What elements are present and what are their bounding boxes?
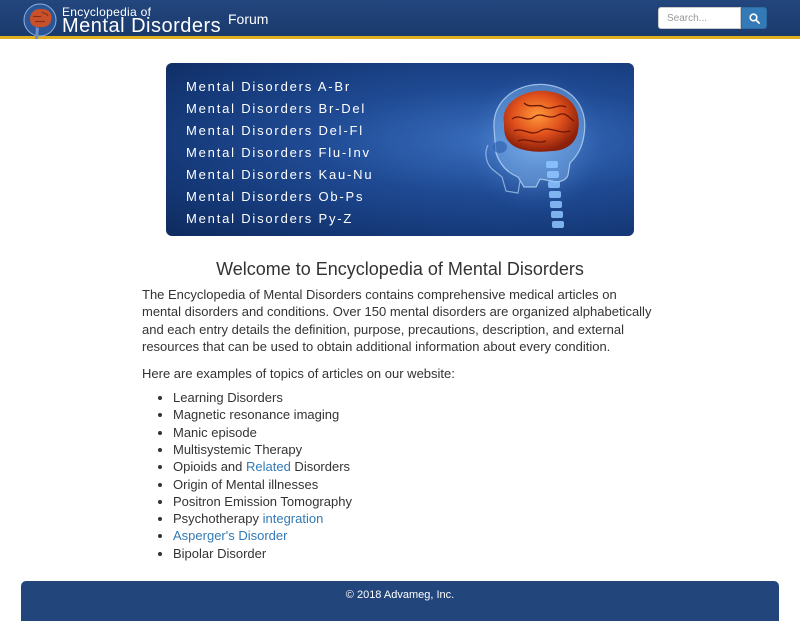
intro-paragraph: The Encyclopedia of Mental Disorders contains comprehensive medical articles on mental disorders and conditions. Over 150 mental disorders are organized alphabetically and each entry details the definition, purpose, precautions, description, and external resources that can be used to obtain additional information about every condition.	[142, 287, 652, 355]
topic-text: Bipolar Disorder	[173, 545, 267, 561]
category-link-flu-inv[interactable]: Mental Disorders Flu-Inv	[186, 145, 371, 160]
category-link-a-br[interactable]: Mental Disorders A-Br	[186, 79, 351, 94]
topic-text: Opioids and	[173, 459, 246, 475]
list-item	[173, 493, 657, 510]
list-item	[186, 186, 373, 208]
topic-text: Learning Disorders	[173, 390, 283, 406]
topics-intro: Here are examples of topics of articles on our website:	[142, 365, 455, 381]
logo-title[interactable]: Mental Disorders	[62, 15, 222, 37]
list-item	[173, 476, 657, 493]
brain-logo-icon[interactable]	[22, 3, 58, 43]
list-item	[186, 76, 373, 98]
topic-text: Manic episode	[173, 424, 257, 440]
list-item	[186, 120, 373, 142]
main-content	[142, 286, 657, 562]
search-input[interactable]	[658, 7, 741, 29]
category-link-del-fl[interactable]: Mental Disorders Del-Fl	[186, 123, 364, 138]
category-list	[186, 76, 373, 230]
list-item	[173, 424, 657, 441]
skull-brain-illustration	[466, 73, 616, 236]
topic-link-related[interactable]: Related	[246, 459, 291, 475]
topic-text: Magnetic resonance imaging	[173, 407, 340, 423]
list-item	[186, 98, 373, 120]
list-item	[173, 458, 657, 475]
category-banner	[166, 63, 634, 236]
page-title: Welcome to Encyclopedia of Mental Disorders	[216, 259, 584, 279]
list-item	[173, 406, 657, 423]
list-item	[186, 142, 373, 164]
nav-forum-link[interactable]: Forum	[228, 11, 269, 27]
category-link-kau-nu[interactable]: Mental Disorders Kau-Nu	[186, 167, 374, 182]
search-button[interactable]	[741, 7, 767, 29]
list-item	[186, 208, 373, 230]
search-form	[658, 7, 766, 29]
list-item	[173, 527, 657, 544]
topic-link-aspergers[interactable]: Asperger's Disorder	[173, 528, 288, 544]
logo-subtitle[interactable]: Encyclopedia of	[62, 5, 152, 19]
list-item	[173, 510, 657, 527]
topic-text: Positron Emission Tomography	[173, 493, 352, 509]
topic-text: Origin of Mental illnesses	[173, 476, 319, 492]
topic-link-integration[interactable]: integration	[262, 511, 324, 527]
category-link-ob-ps[interactable]: Mental Disorders Ob-Ps	[186, 189, 365, 204]
list-item	[186, 164, 373, 186]
category-link-py-z[interactable]: Mental Disorders Py-Z	[186, 211, 354, 226]
list-item	[173, 545, 657, 562]
topics-list	[142, 389, 657, 562]
search-icon	[749, 13, 760, 24]
list-item	[173, 389, 657, 406]
footer	[21, 581, 779, 621]
topic-text: Disorders	[290, 459, 351, 475]
topic-text: Psychotherapy	[173, 511, 263, 527]
footer-copyright: © 2018 Advameg, Inc.	[345, 589, 455, 601]
category-link-br-del[interactable]: Mental Disorders Br-Del	[186, 101, 367, 116]
list-item	[173, 441, 657, 458]
top-navbar	[0, 0, 800, 39]
topic-text: Multisystemic Therapy	[173, 441, 303, 457]
